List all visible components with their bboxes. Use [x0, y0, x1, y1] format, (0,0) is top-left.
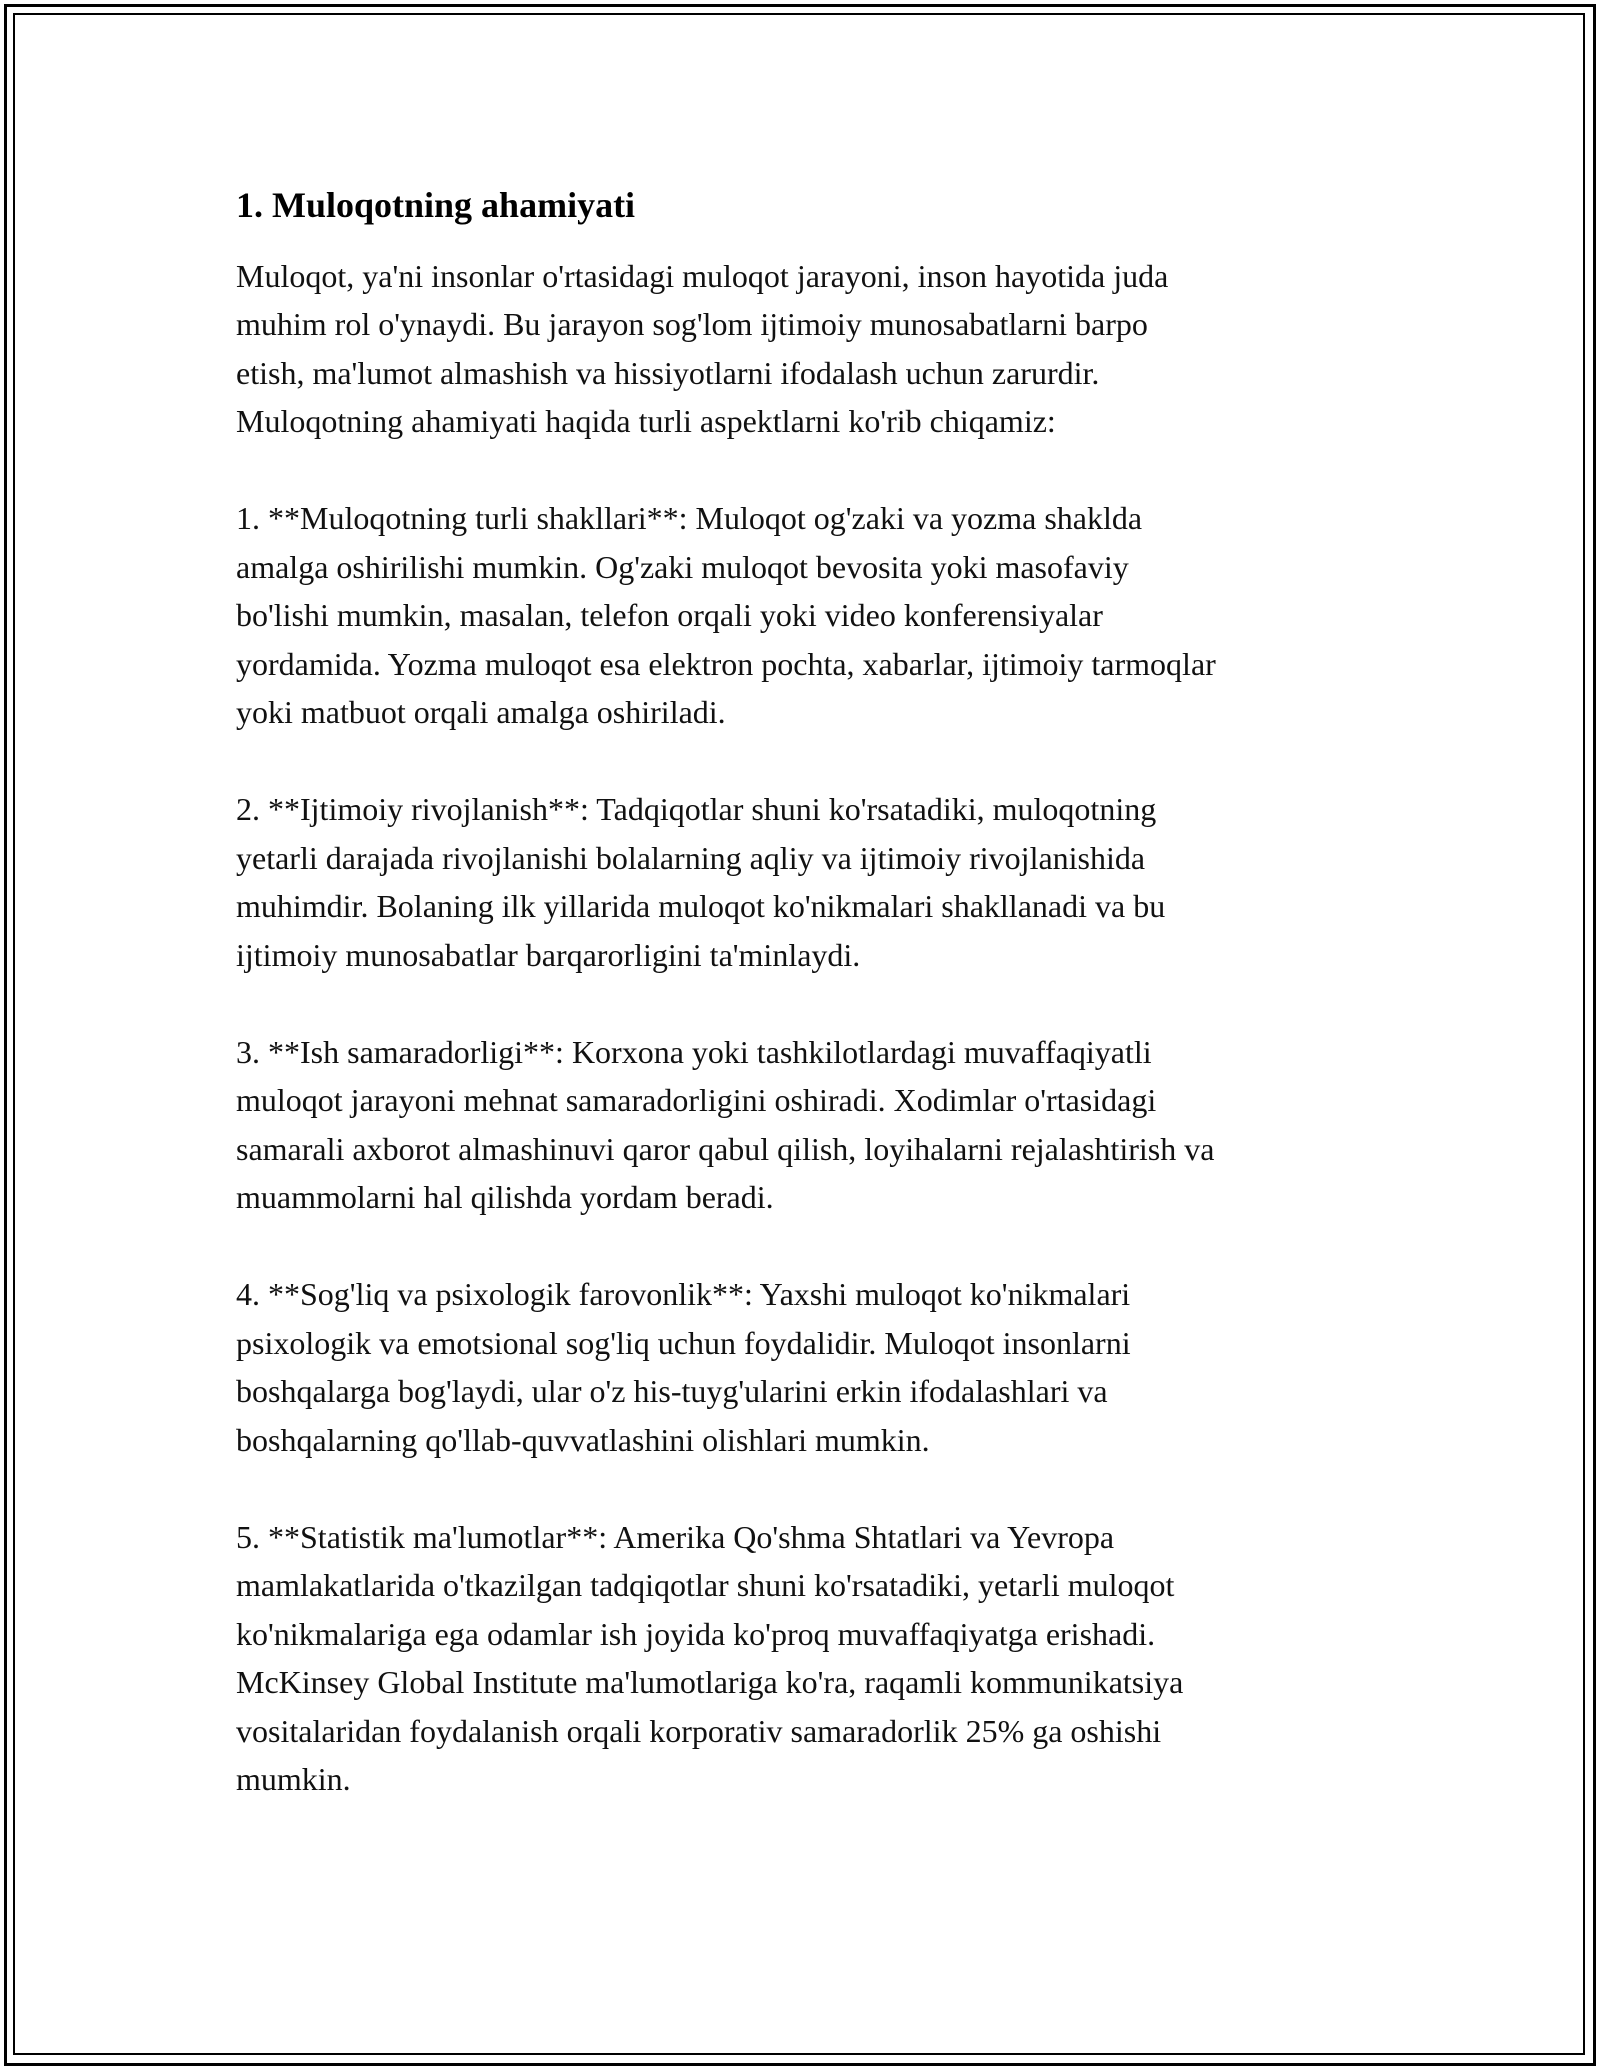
list-item-4: 4. **Sog'liq va psixologik farovonlik**: Yaxshi muloqot ko'nikmalari psixologik va emotsional sog'liq uchun foydalidir. Muloqot insonlarni boshqalarga bog'laydi, ular o'z his-tuyg'ularini erkin ifodalashlari va boshqalarning qo'llab-quvvatlashini olishlari mumkin. — [236, 1276, 1131, 1458]
list-item-2: 2. **Ijtimoiy rivojlanish**: Tadqiqotlar shuni ko'rsatadiki, muloqotning yetarli darajada rivojlanishi bolalarning aqliy va ijtimoiy rivojlanishida muhimdir. Bolaning ilk yillarida muloqot ko'nikmalari shakllanadi va bu ijtimoiy munosabatlar barqarorligini ta'minlaydi. — [236, 791, 1166, 973]
list-item-1: 1. **Muloqotning turli shakllari**: Muloqot og'zaki va yozma shaklda amalga oshirilishi mumkin. Og'zaki muloqot bevosita yoki masofaviy bo'lishi mumkin, masalan, telefon orqali yoki video konferensiyalar yordamida. Yozma muloqot esa elektron pochta, xabarlar, ijtimoiy tarmoqlar yoki matbuot orqali amalga oshiriladi. — [236, 500, 1216, 731]
list-item-3: 3. **Ish samaradorligi**: Korxona yoki tashkilotlardagi muvaffaqiyatli muloqot jarayoni mehnat samaradorligini oshiradi. Xodimlar o'rtasidagi samarali axborot almashinuvi qaror qabul qilish, loyihalarni rejalashtirish va muammolarni hal qilishda yordam beradi. — [236, 1033, 1215, 1216]
intro-paragraph: Muloqot, ya'ni insonlar o'rtasidagi muloqot jarayoni, inson hayotida juda muhim rol o'ynaydi. Bu jarayon sog'lom ijtimoiy munosabatlarni barpo etish, ma'lumot almashish va hissiyotlarni ifodalash uchun zarurdir. Muloqotning ahamiyati haqida turli aspektlarni ko'rib chiqamiz: — [236, 257, 1169, 440]
list-item-5: 5. **Statistik ma'lumotlar**: Amerika Qo'shma Shtatlari va Yevropa mamlakatlarida o'tkazilgan tadqiqotlar shuni ko'rsatadiki, yetarli muloqot ko'nikmalariga ega odamlar ish joyida ko'proq muvaffaqiyatga erishadi. McKinsey Global Institute ma'lumotlariga ko'ra, raqamli kommunikatsiya vositalaridan foydalanish orqali korporativ samaradorlik 25% ga oshishi mumkin. — [236, 1518, 1184, 1798]
document-body — [236, 182, 1386, 1804]
section-heading: 1. Muloqotning ahamiyati — [236, 185, 636, 225]
